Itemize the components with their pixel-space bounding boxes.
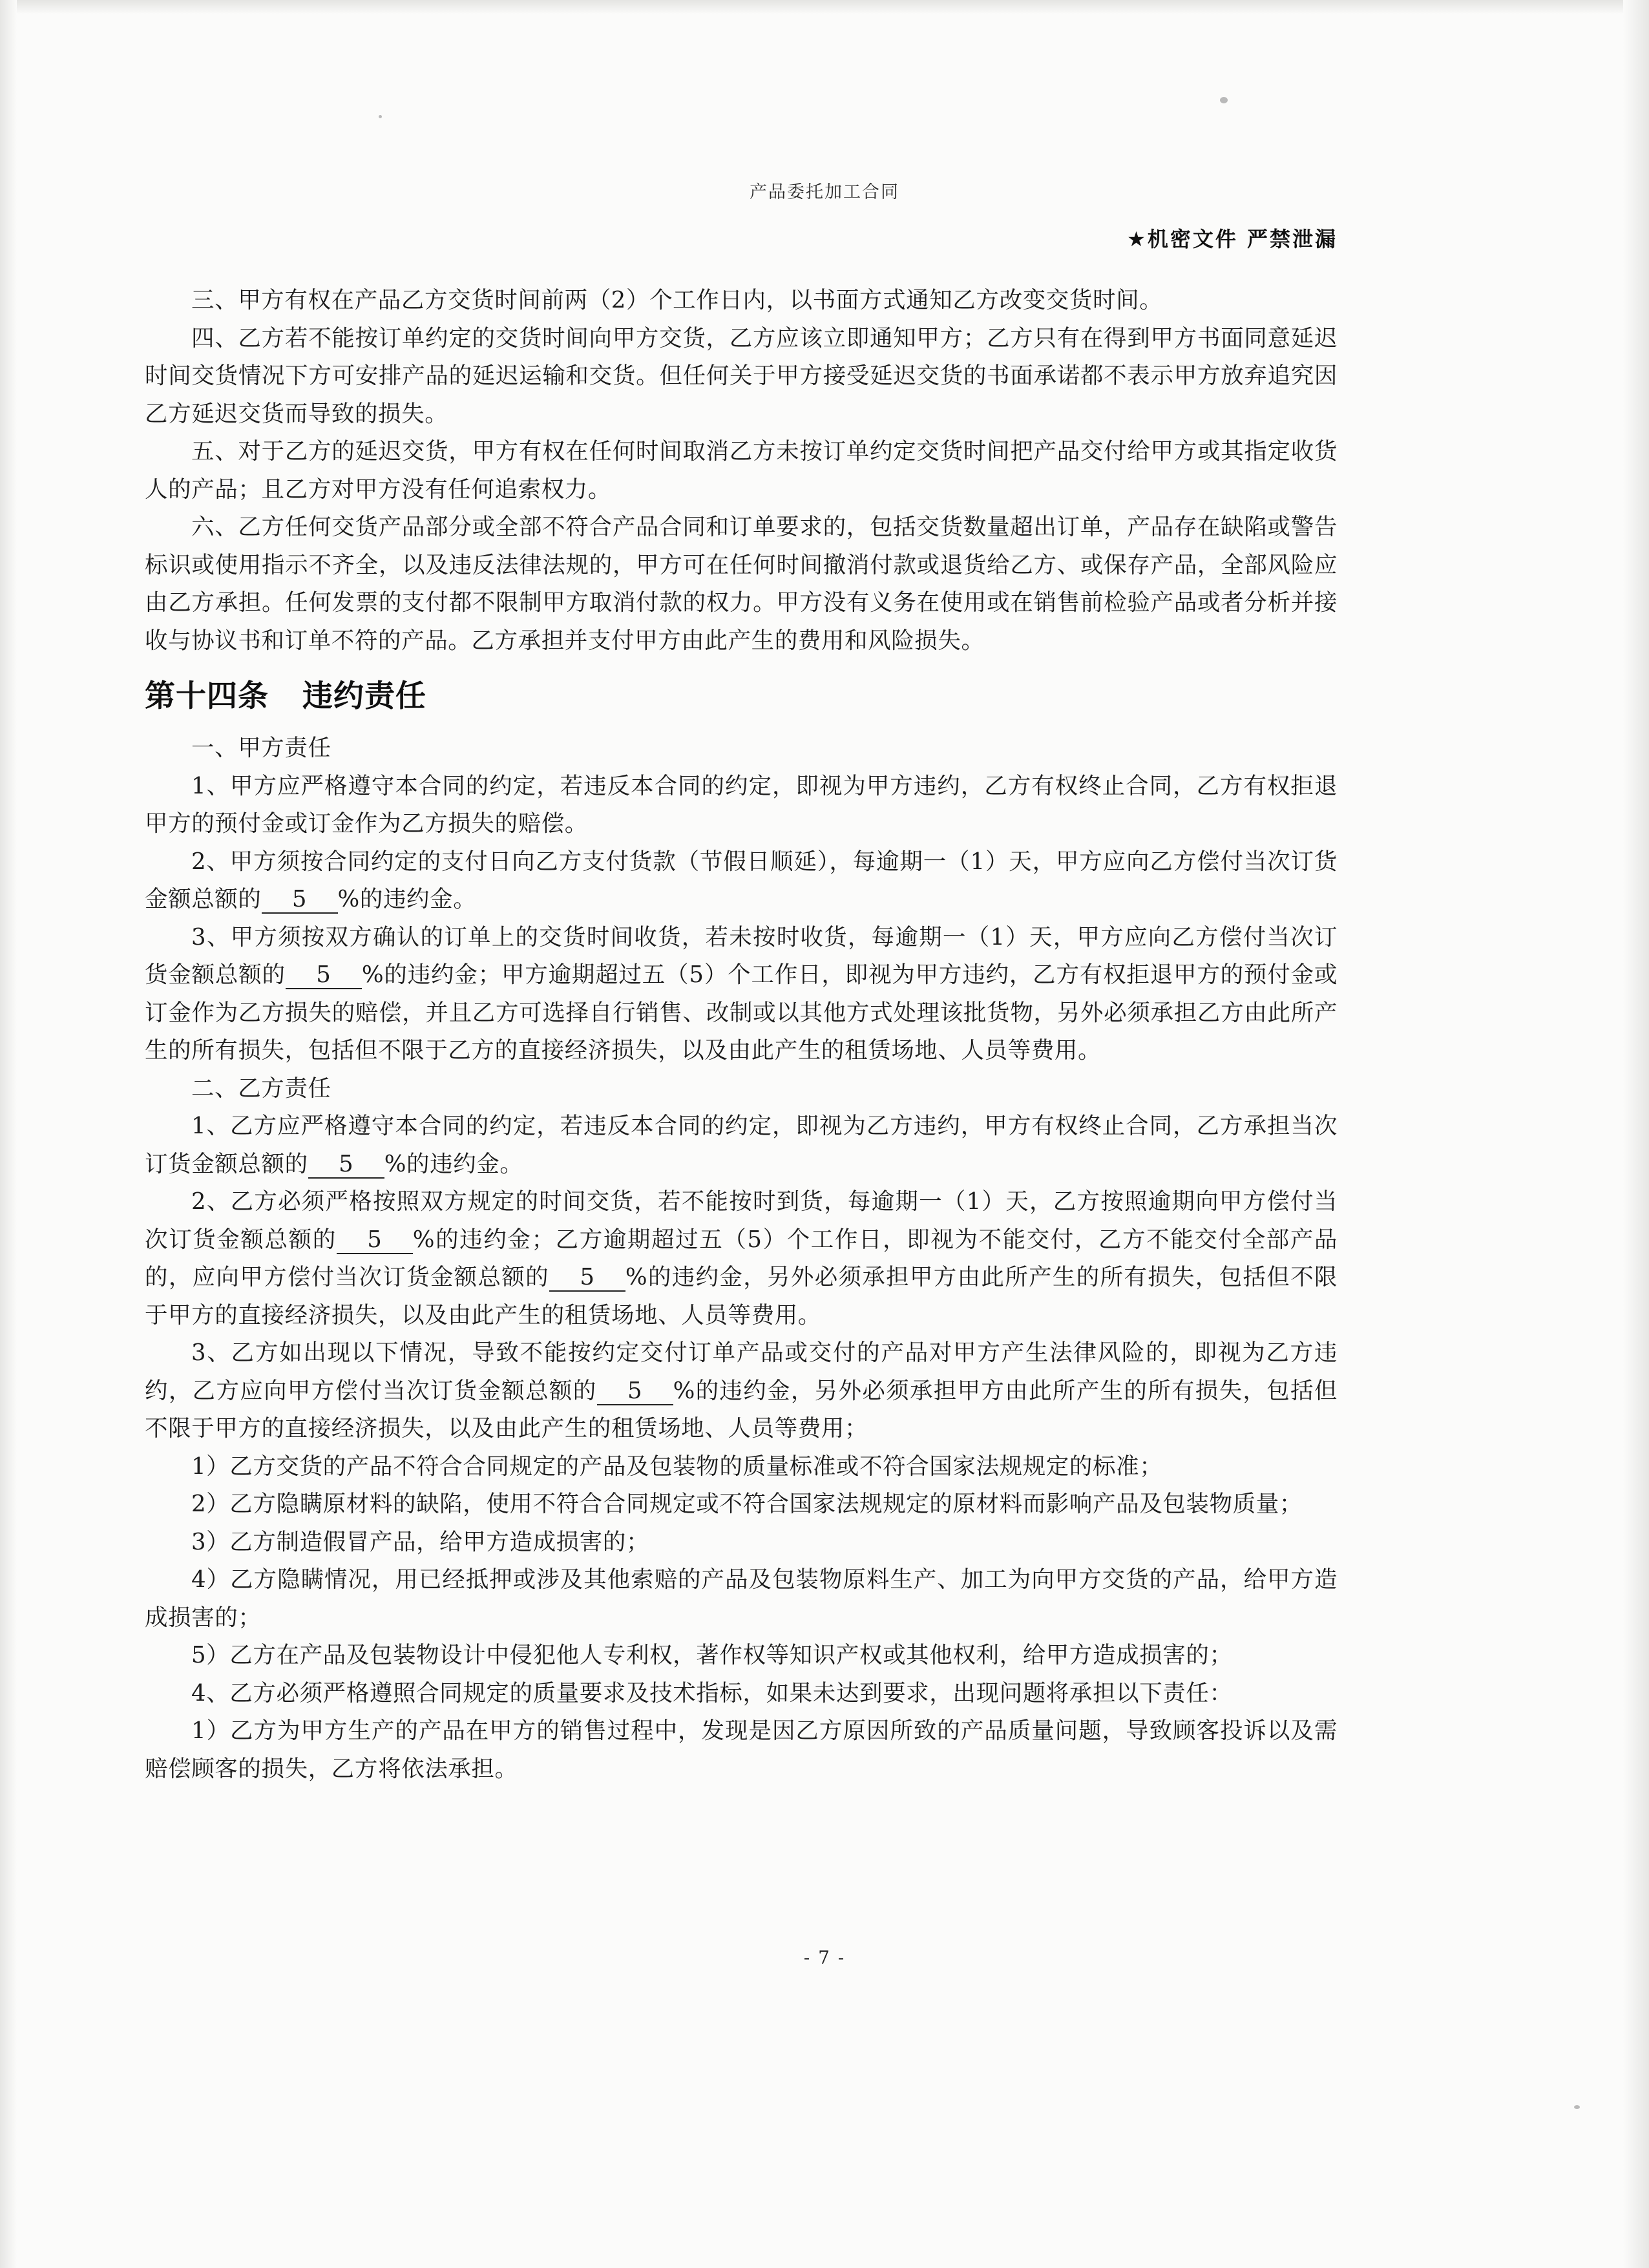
clause-text: %的违约金；乙方逾期超过五（5）个工作日，即视为不能交付，乙方不能交付全部产品的，应向甲方偿付当次订货金额总额的 [145,1226,1338,1290]
penalty-rate-blank: 5 [337,1227,413,1254]
clause-text: %的违约金。 [337,886,477,912]
party-a-item-2 [145,843,1338,919]
clause-text: 1、乙方应严格遵守本合同的约定，若违反本合同的约定，即视为乙方违约，甲方有权终止合同，乙方承担当次订货金额总额的 [145,1113,1338,1177]
scan-shadow-top [0,0,1649,14]
clause-text: %的违约金，另外必须承担甲方由此所产生的所有损失，包括但不限于甲方的直接经济损失，以及由此产生的租赁场地、人员等费用； [145,1377,1338,1442]
clause-text: %的违约金。 [384,1150,523,1177]
party-b-sub-4: 4）乙方隐瞒情况，用已经抵押或涉及其他索赔的产品及包装物原料生产、加工为向甲方交货的产品，给甲方造成损害的； [145,1566,1338,1631]
section-title: 违约责任 [302,678,426,714]
clause-text: 2、乙方必须严格按照双方规定的时间交货，若不能按时到货，每逾期一（1）天，乙方按照逾期向甲方偿付当次订货金额总额的 [145,1188,1338,1253]
paragraph-delivery-change: 三、甲方有权在产品乙方交货时间前两（2）个工作日内，以书面方式通知乙方改变交货时间。 [191,287,1163,313]
penalty-rate-blank: 5 [597,1378,673,1405]
party-a-item-1: 1、甲方应严格遵守本合同的约定，若违反本合同的约定，即视为甲方违约，乙方有权终止合同，乙方有权拒退甲方的预付金或订金作为乙方损失的赔偿。 [145,772,1338,837]
confidential-mark: ★机密文件 严禁泄漏 [1127,227,1338,251]
section-number: 第十四条 [145,678,269,714]
clause-text: 3、甲方须按双方确认的订单上的交货时间收货，若未按时收货，每逾期一（1）天，甲方应向乙方偿付当次订货金额总额的 [145,923,1338,988]
paragraph-cancel-rights: 五、对于乙方的延迟交货，甲方有权在任何时间取消乙方未按订单约定交货时间把产品交付给甲方或其指定收货人的产品；且乙方对甲方没有任何追索权力。 [145,438,1338,503]
scan-shadow-left [0,0,17,2268]
document-body [145,282,1338,1788]
penalty-rate-blank: 5 [262,887,338,914]
party-b-item-4-sub-1: 1）乙方为甲方生产的产品在甲方的销售过程中，发现是因乙方原因所致的产品质量问题，导致顾客投诉以及需赔偿顾客的损失，乙方将依法承担。 [145,1717,1338,1782]
scan-speck [1220,97,1228,103]
party-a-item-3 [145,919,1338,1070]
penalty-rate-blank: 5 [549,1265,625,1292]
penalty-rate-blank: 5 [308,1151,384,1179]
party-b-item-4: 4、乙方必须严格遵照合同规定的质量要求及技术指标，如果未达到要求，出现问题将承担以下责任： [191,1679,1233,1706]
clause-text: %的违约金；甲方逾期超过五（5）个工作日，即视为甲方违约，乙方有权拒退甲方的预付金或订金作为乙方损失的赔偿，并且乙方可选择自行销售、改制或以其他方式处理该批货物，另外必须承担乙方由此所产生的所有损失，包括但不限于乙方的直接经济损失，以及由此产生的租赁场地、人员等费用。 [145,961,1338,1064]
party-b-sub-1: 1）乙方交货的产品不符合合同规定的产品及包装物的质量标准或不符合国家法规规定的标准； [191,1453,1163,1480]
scan-speck [379,115,382,118]
paragraph-nonconformity: 六、乙方任何交货产品部分或全部不符合产品合同和订单要求的，包括交货数量超出订单，产品存在缺陷或警告标识或使用指示不齐全，以及违反法律法规的，甲方可在任何时间撤消付款或退货给乙方、或保存产品，全部风险应由乙方承担。任何发票的支付都不限制甲方取消付款的权力。甲方没有义务在使用或在销售前检验产品或者分析并接收与协议书和订单不符的产品。乙方承担并支付甲方由此产生的费用和风险损失。 [145,514,1338,654]
party-b-sub-3: 3）乙方制造假冒产品，给甲方造成损害的； [191,1528,650,1555]
party-b-sub-2: 2）乙方隐瞒原材料的缺陷，使用不符合合同规定或不符合国家法规规定的原材料而影响产品及包装物质量； [191,1491,1303,1517]
party-b-heading: 二、乙方责任 [191,1075,331,1102]
scan-speck [1574,2105,1580,2109]
clause-text: 2、甲方须按合同约定的支付日向乙方支付货款（节假日顺延），每逾期一（1）天，甲方应向乙方偿付当次订货金额总额的 [145,848,1338,912]
party-b-sub-5: 5）乙方在产品及包装物设计中侵犯他人专利权，著作权等知识产权或其他权利，给甲方造成损害的； [191,1642,1233,1668]
section-heading [145,677,1338,717]
penalty-rate-blank: 5 [286,962,362,989]
clause-text: 3、乙方如出现以下情况，导致不能按约定交付订单产品或交付的产品对甲方产生法律风险的，即视为乙方违约，乙方应向甲方偿付当次订货金额总额的 [145,1339,1338,1404]
party-b-item-3 [145,1334,1338,1448]
party-b-item-1 [145,1108,1338,1183]
party-a-heading: 一、甲方责任 [191,735,331,761]
document-title: 产品委托加工合同 [750,182,899,202]
paragraph-delay-notice: 四、乙方若不能按订单约定的交货时间向甲方交货，乙方应该立即通知甲方；乙方只有在得到甲方书面同意延迟时间交货情况下方可安排产品的延迟运输和交货。但任何关于甲方接受延迟交货的书面承诺都不表示甲方放弃追究因乙方延迟交货而导致的损失。 [145,324,1338,427]
page-number: - 7 - [803,1947,846,1968]
party-b-item-2 [145,1183,1338,1334]
scan-shadow-right [1623,0,1649,2268]
clause-text: %的违约金，另外必须承担甲方由此所产生的所有损失，包括但不限于甲方的直接经济损失，以及由此产生的租赁场地、人员等费用。 [145,1264,1338,1328]
